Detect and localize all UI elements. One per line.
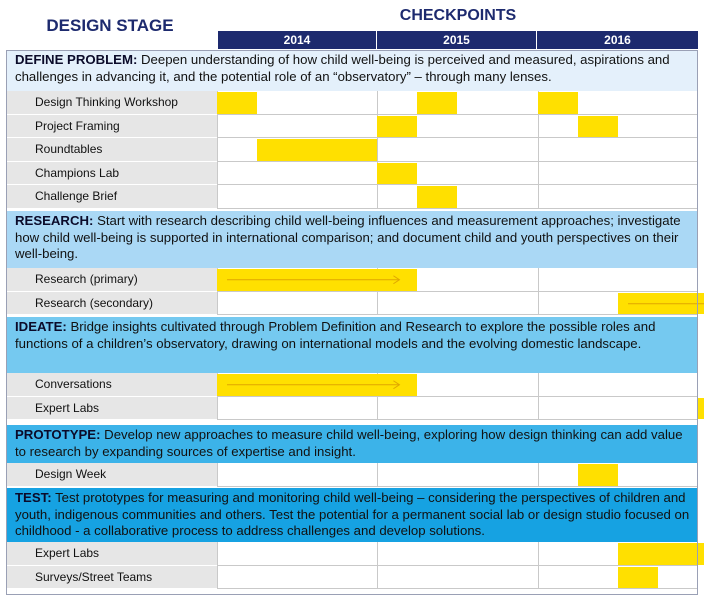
checkpoints-header: CHECKPOINTS <box>399 7 517 24</box>
activity-label-project-framing: Project Framing <box>7 115 217 139</box>
year-header-2016: 2016 <box>537 31 698 49</box>
year-header-2014: 2014 <box>218 31 377 49</box>
phase-ideate-text: Bridge insights cultivated through Problem Definition and Research to explore the possible roles and functions of a children’s observatory, drawing on international models and the evolving domestic landscape. <box>15 319 656 351</box>
phase-define-title: DEFINE PROBLEM: <box>15 52 138 67</box>
activity-label-research-primary: Research (primary) <box>7 268 217 292</box>
phase-test-text: Test prototypes for measuring and monitoring child well-being – considering the perspectives of children and youth, indigenous communities and others. Test the potential for a permanent social lab or design studio focused on childhood - a collaborative process to address challenges and develop solutions. <box>15 490 690 538</box>
activity-label-champions-lab: Champions Lab <box>7 162 217 186</box>
activity-label-roundtables: Roundtables <box>7 138 217 162</box>
phase-research-title: RESEARCH: <box>15 213 94 228</box>
activity-label-research-secondary: Research (secondary) <box>7 292 217 316</box>
activity-label-expert-labs: Expert Labs <box>7 542 217 566</box>
year-header-2015: 2015 <box>377 31 537 49</box>
phase-prototype-text: Develop new approaches to measure child well-being, exploring how design thinking can add value to research by expanding sources of expertise and insight. <box>15 427 683 459</box>
activity-label-surveys-street-teams: Surveys/Street Teams <box>7 566 217 590</box>
timeline-block <box>698 398 704 420</box>
phase-test-title: TEST: <box>15 490 52 505</box>
activity-label-conversations: Conversations <box>7 373 217 397</box>
phase-prototype-title: PROTOTYPE: <box>15 427 101 442</box>
activity-label-design-thinking-workshop: Design Thinking Workshop <box>7 91 217 115</box>
phase-ideate-title: IDEATE: <box>15 319 67 334</box>
phase-define-text: Deepen understanding of how child well-being is perceived and measured, aspirations and challenges in advancing it, and the potential role of an “observatory” – through many lenses. <box>15 52 670 84</box>
phase-research-text: Start with research describing child well-being influences and measurement approaches; investigate how child well-being is supported in international comparison; and document child and youth perspectives on their well-being. <box>15 213 681 261</box>
chart-frame <box>6 50 698 595</box>
activity-label-design-week: Design Week <box>7 463 217 487</box>
activity-label-expert-labs: Expert Labs <box>7 397 217 421</box>
design-stage-header: DESIGN STAGE <box>46 16 174 35</box>
activity-label-challenge-brief: Challenge Brief <box>7 185 217 209</box>
